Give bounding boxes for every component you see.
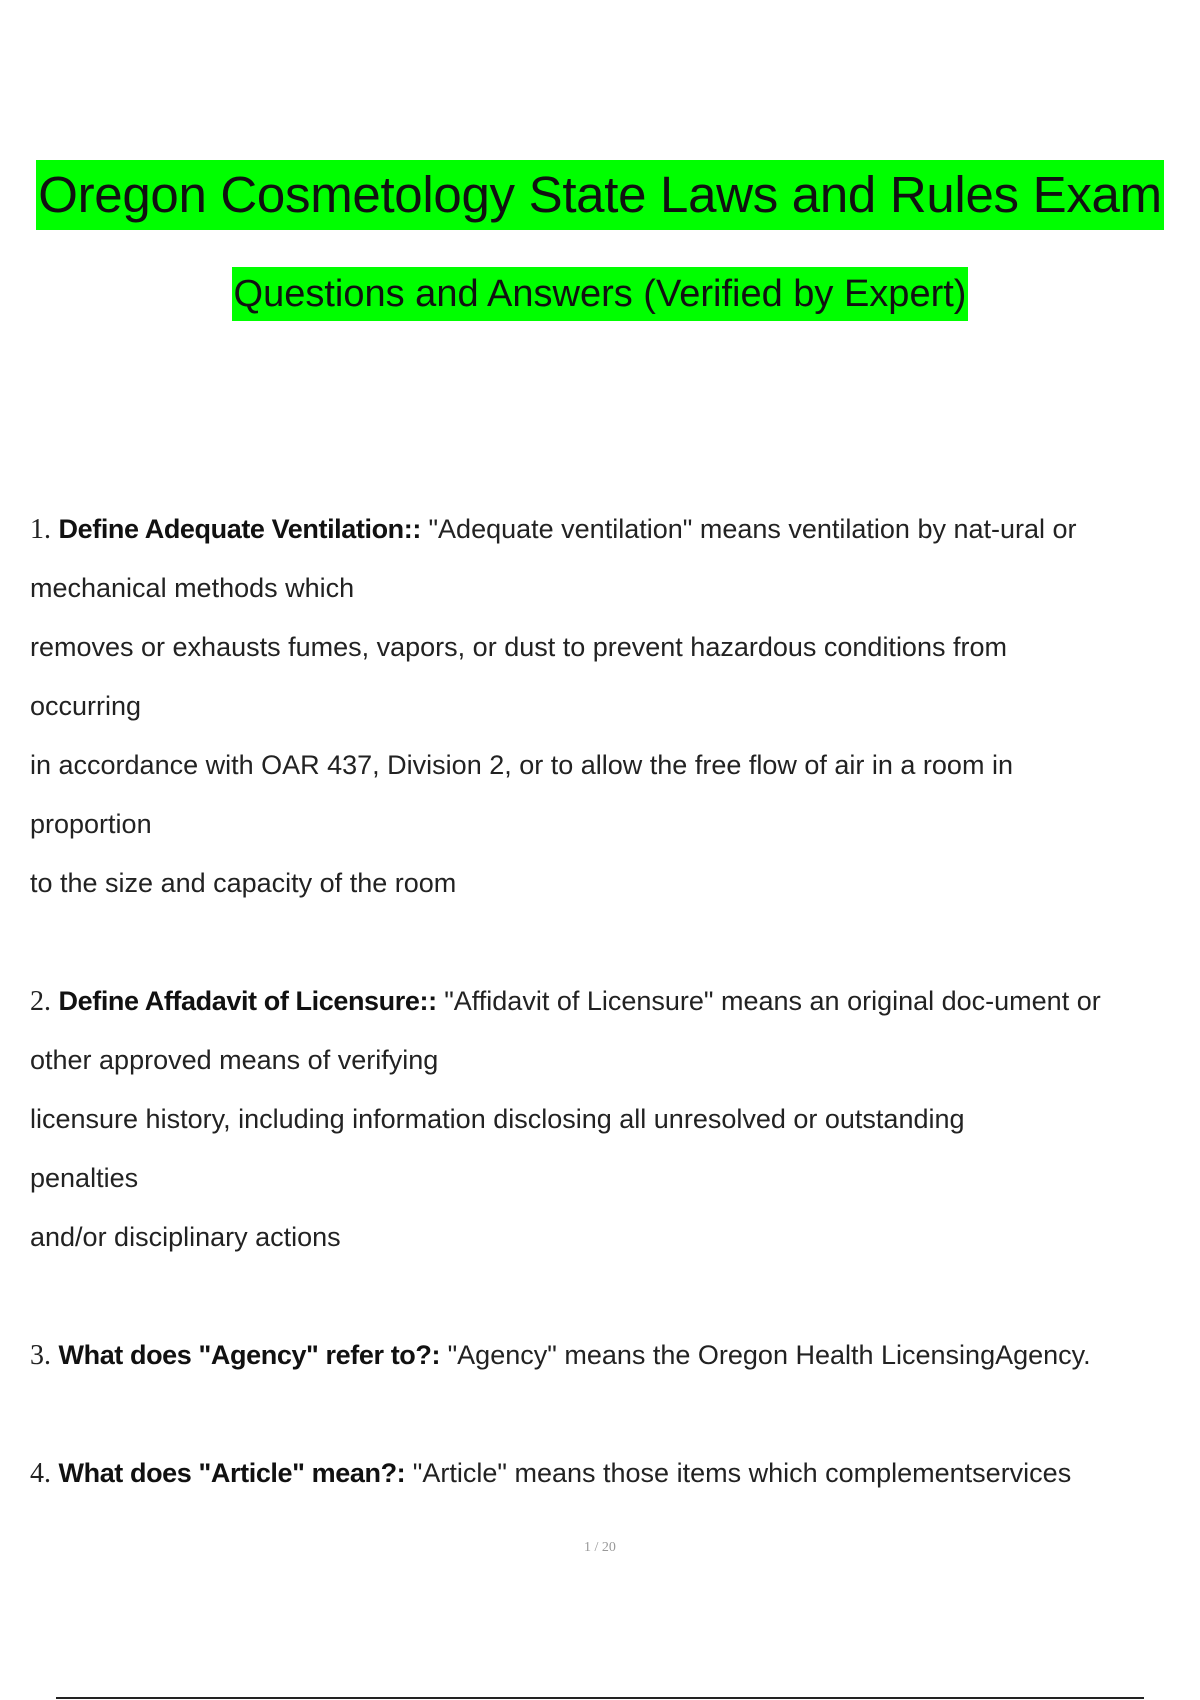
answer-line: mechanical methods which [30,573,355,603]
answer-line: "Article" means those items which complementservices [412,1458,1072,1488]
question-first-line [30,972,1180,1031]
answer-line: to the size and capacity of the room [30,868,457,898]
footer-divider [56,1697,1144,1699]
title-block [0,160,1200,230]
questions-list [30,500,1180,1503]
question-text: Define Adequate Ventilation:: [58,514,421,544]
document-title: Oregon Cosmetology State Laws and Rules Exam [36,160,1164,230]
answer-line: removes or exhausts fumes, vapors, or dust to prevent hazardous conditions from [30,632,1007,662]
question-text: What does "Agency" refer to?: [58,1340,441,1370]
question-number: 4. [30,1458,51,1489]
question-item-3 [30,1326,1180,1385]
question-text: Define Affadavit of Licensure:: [58,986,437,1016]
answer-line: proportion [30,809,152,839]
subtitle-block [0,267,1200,321]
question-number: 3. [30,1340,51,1371]
answer-line: "Agency" means the Oregon Health LicensingAgency. [447,1340,1091,1370]
question-item-1 [30,500,1180,913]
answer-line: and/or disciplinary actions [30,1222,341,1252]
question-first-line [30,500,1180,559]
question-item-4 [30,1444,1180,1503]
answer-line: in accordance with OAR 437, Division 2, or to allow the free flow of air in a room in [30,750,1013,780]
answer-line: "Affidavit of Licensure" means an original doc-ument or [444,986,1101,1016]
answer-line: licensure history, including information disclosing all unresolved or outstanding [30,1104,965,1134]
page-indicator: 1 / 20 [584,1540,616,1555]
answer-line: "Adequate ventilation" means ventilation by nat-ural or [428,514,1077,544]
question-first-line [30,1444,1180,1503]
question-first-line [30,1326,1180,1385]
answer-line: other approved means of verifying [30,1045,439,1075]
document-subtitle: Questions and Answers (Verified by Expert) [232,267,969,321]
question-number: 2. [30,986,51,1017]
answer-line: occurring [30,691,142,721]
answer-line: penalties [30,1163,139,1193]
question-item-2 [30,972,1180,1267]
question-number: 1. [30,514,51,545]
question-text: What does "Article" mean?: [58,1458,406,1488]
